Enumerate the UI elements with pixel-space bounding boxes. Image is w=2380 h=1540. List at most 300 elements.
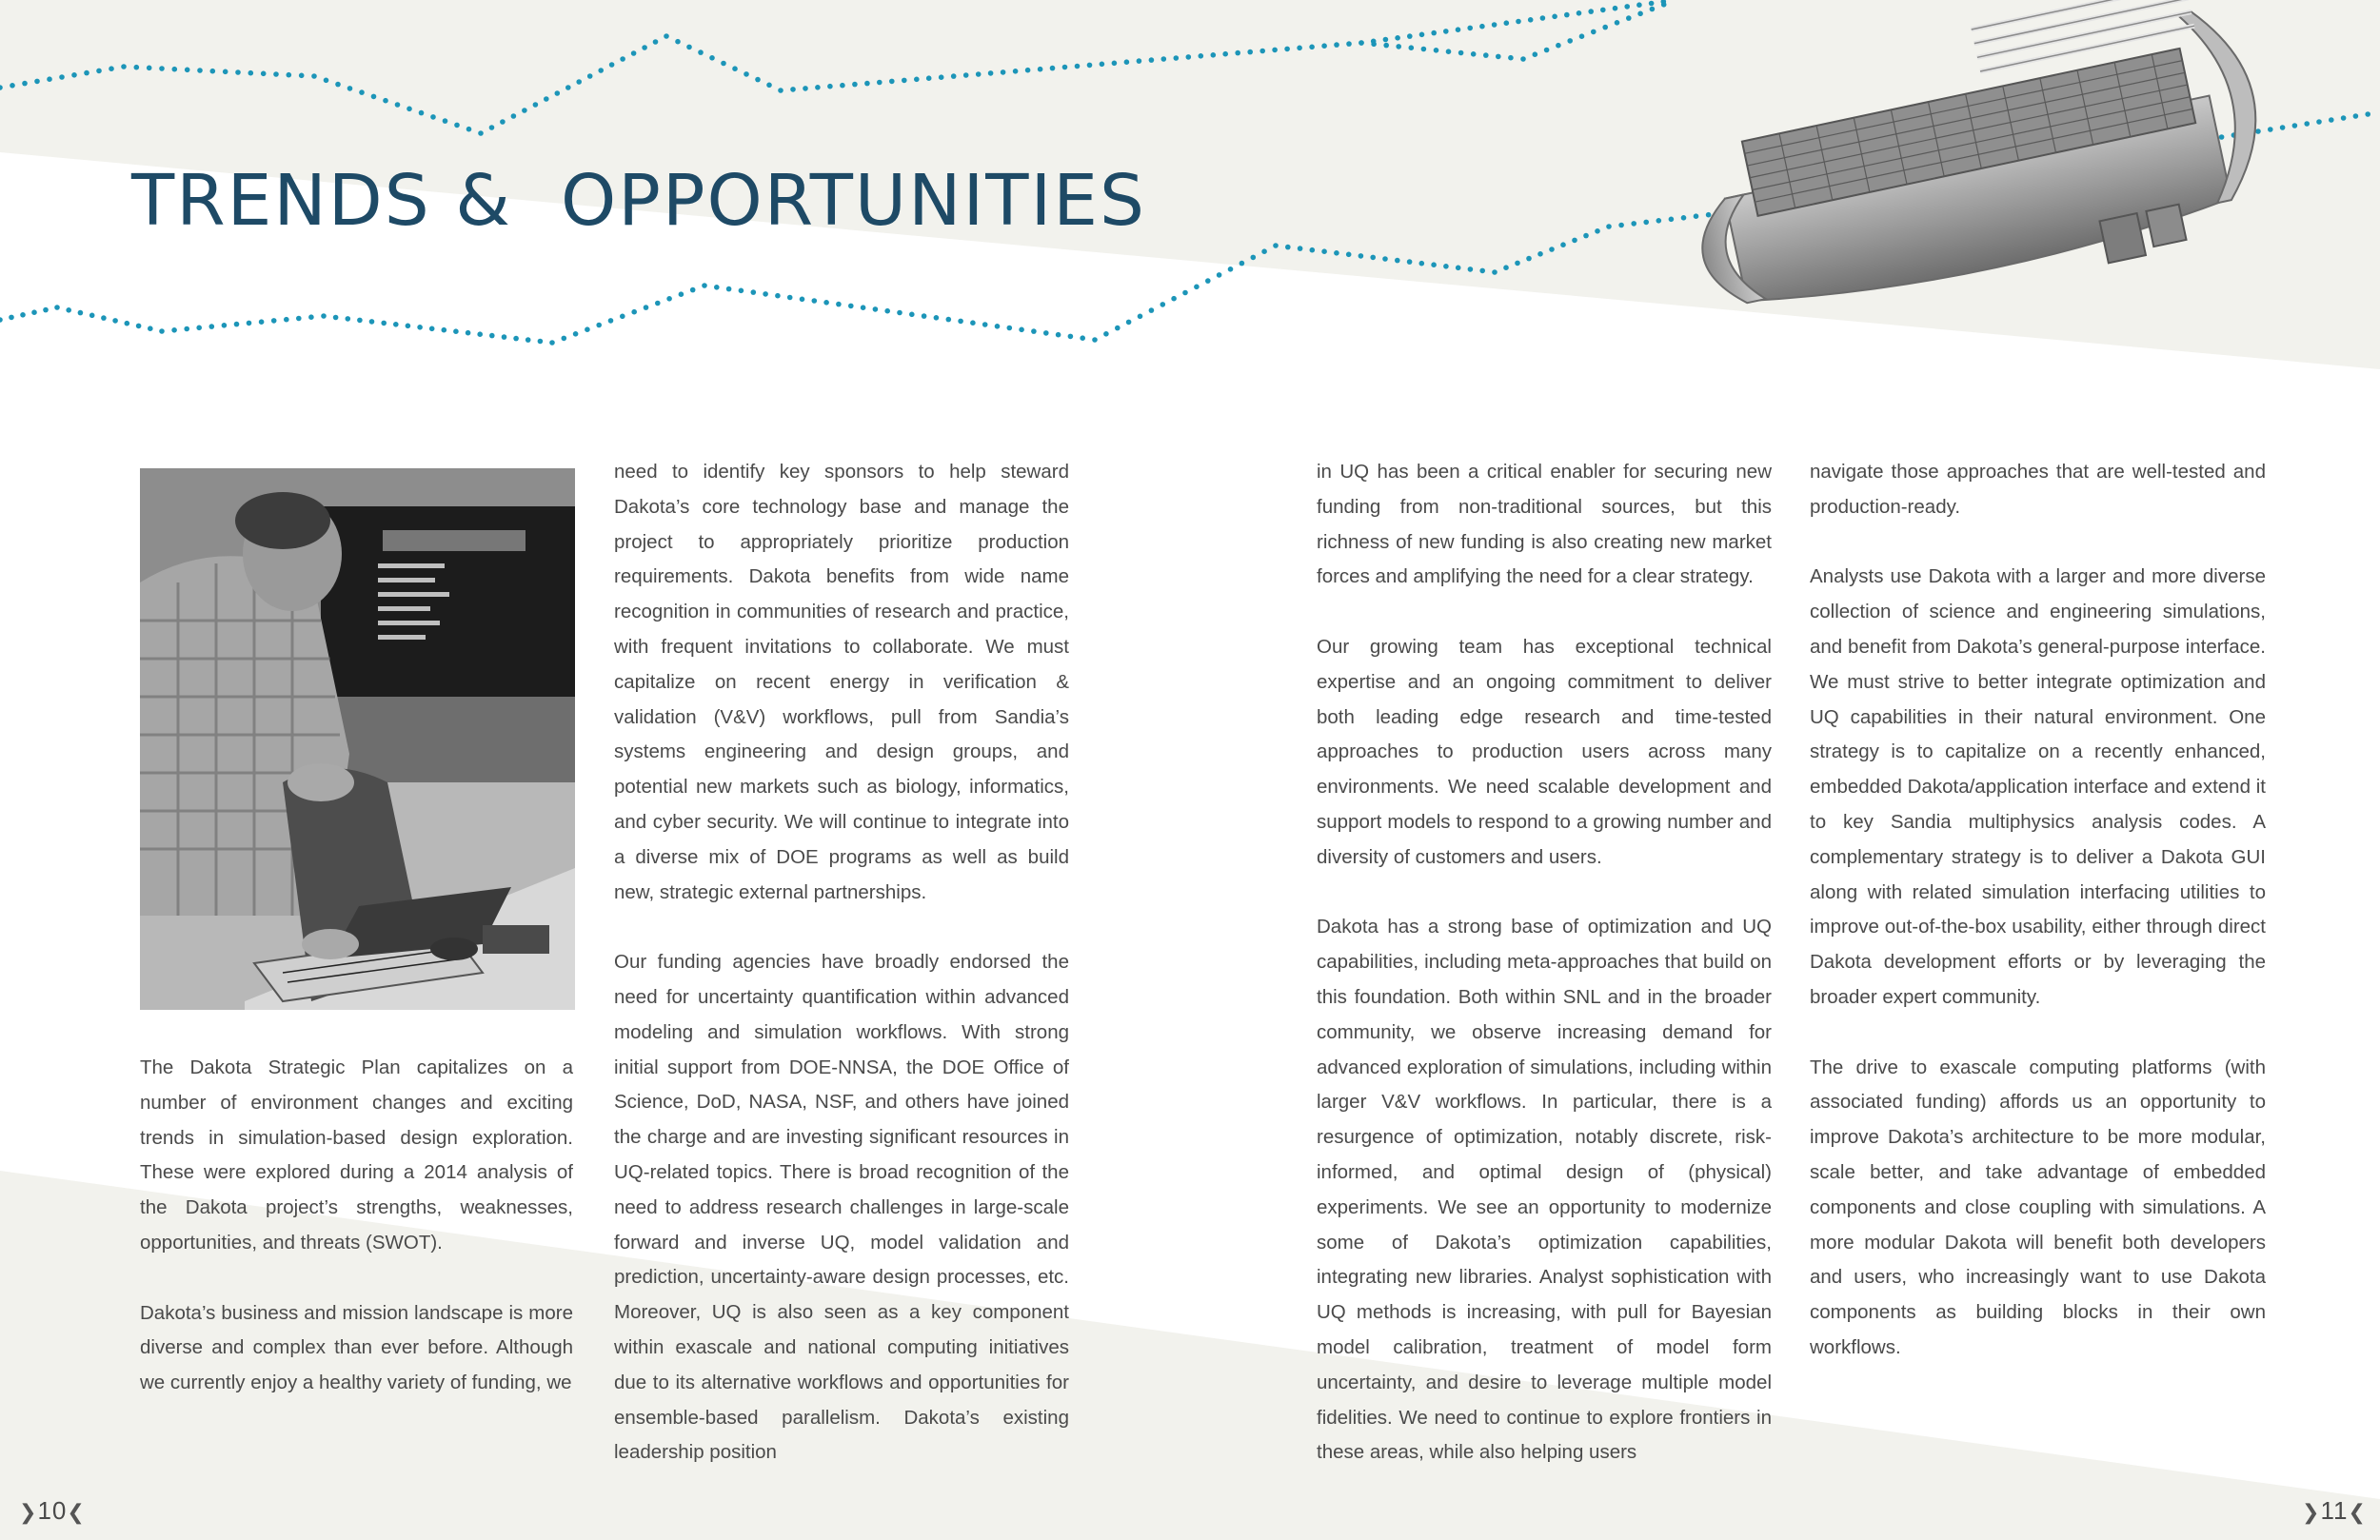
dot (739, 288, 744, 294)
dot (778, 88, 783, 93)
dot (1533, 51, 1538, 57)
dot (732, 66, 738, 71)
dot (751, 289, 757, 295)
page-mark-icon: ❮ (2348, 1500, 2367, 1524)
dot (1467, 26, 1473, 31)
dot (922, 313, 927, 319)
dot (1503, 265, 1509, 270)
dot (321, 313, 327, 319)
dot (709, 55, 715, 61)
paragraph: need to identify key sponsors to help steward Dakota’s core technology base and manage the project to appropriately prioritize production requirements. Dakota benefits from wide name recognition in communities of research and practice, with frequent invitations to collaborate. We must capitalize on recent energy in verification & validation (V&V) workflows, pull from Sandia’s systems engineering and design groups, and potential new markets such as biology, informatics, and cyber security. We will continue to integrate into a diverse mix of DOE programs as well as build new, strategic external partnerships. (614, 461, 1069, 903)
dot (533, 102, 539, 108)
dot (1087, 63, 1093, 69)
dot (1443, 264, 1449, 269)
dot (1631, 221, 1636, 227)
dot (443, 118, 448, 124)
dot (1309, 45, 1315, 50)
dot (54, 305, 60, 310)
dot (296, 316, 302, 322)
dot (889, 79, 895, 85)
dot (1618, 223, 1624, 228)
dot (148, 326, 153, 331)
dot (909, 312, 915, 318)
dot (1537, 251, 1543, 257)
dot (513, 336, 519, 342)
dot (690, 287, 696, 293)
paragraph: Dakota’s business and mission landscape is more diverse and complex than ever before. Although we currently enjoy a healthy variety of funding, we (140, 1301, 573, 1394)
paragraph: The drive to exascale computing platforms (with associated funding) affords us an opportunity to improve Dakota’s architecture to be more modular, scale better, and take advantage of embedded components and close coupling with simulations. A more modular Dakota will benefit both developers and users, who increasingly want to use Dakota components as building blocks in their own workflows. (1810, 1056, 2266, 1358)
dot (714, 285, 720, 290)
dot (1526, 256, 1532, 262)
dot (1419, 261, 1425, 267)
dot (1396, 44, 1401, 49)
dot (934, 315, 940, 321)
dot (988, 70, 994, 76)
dot (926, 75, 932, 81)
dot (299, 73, 305, 79)
dot (381, 321, 387, 326)
dot (522, 108, 527, 113)
dot (1636, 2, 1642, 8)
dot (1297, 46, 1302, 51)
dot (287, 72, 292, 78)
dot (1560, 242, 1566, 247)
dot (620, 314, 625, 320)
dot (884, 308, 890, 314)
dot (544, 96, 549, 102)
dot (247, 321, 252, 326)
dot (22, 81, 28, 87)
dot (159, 328, 165, 334)
dot (1199, 53, 1204, 59)
paragraph: navigate those approaches that are well-tested and production-ready. (1810, 461, 2266, 518)
dot (1419, 32, 1425, 38)
dot (897, 310, 902, 316)
dot (308, 314, 314, 320)
dot (371, 94, 377, 100)
dot (1669, 217, 1675, 223)
page-mark-icon: ❯ (2302, 1500, 2321, 1524)
dot (1115, 326, 1121, 331)
dot (234, 322, 240, 327)
dot (393, 322, 399, 327)
dot (1595, 228, 1600, 234)
dot (1186, 54, 1192, 60)
dot (852, 82, 858, 88)
dot (1092, 337, 1098, 343)
paragraph: Our growing team has exceptional technical expertise and an ongoing commitment to deliver both leading edge research and time-tested approaches to production users across many environments. We need scalable development and support models to respond to a growing number and diversity of customers and users. (1317, 635, 1772, 868)
dot (1382, 256, 1388, 262)
paragraph: Analysts use Dakota with a larger and more diverse collection of science and engineering simulations, and benefit from Dakota’s general-purpose interface. We must strive to better integrate optimization and UQ capabilities in their natural environment. One strategy is to capitalize on a recently enhanced, embedded Dakota/application interface and extend it to key Sandia multiphysics analysis codes. A complementary strategy is to deliver a Dakota GUI along with related simulation interfacing utilities to improve out-of-the-box usability, either through direct Dakota development efforts or by leveraging the broader expert community. (1810, 565, 2266, 1008)
dot (1591, 30, 1597, 35)
dot (271, 318, 277, 324)
dot (1606, 224, 1612, 229)
dot (1182, 290, 1188, 296)
dot (1273, 243, 1279, 248)
dot (675, 39, 681, 45)
dot (346, 316, 351, 322)
dot (1251, 255, 1257, 261)
dot (1247, 49, 1253, 55)
dot (951, 73, 957, 79)
dot (1259, 49, 1265, 54)
dot (1334, 42, 1339, 48)
dot (1468, 267, 1474, 272)
dot (836, 302, 842, 307)
dot (1298, 246, 1303, 251)
dot (1075, 64, 1081, 69)
dot (549, 340, 555, 346)
dot (1567, 38, 1573, 44)
dot (1149, 307, 1155, 313)
dot (840, 83, 845, 89)
dot (478, 130, 484, 136)
dot (2316, 119, 2322, 125)
dot (1483, 52, 1489, 58)
dot (755, 77, 761, 83)
dot (664, 33, 669, 39)
dot (359, 89, 365, 95)
dot (1038, 67, 1043, 72)
dot (1409, 45, 1415, 50)
dot (655, 301, 661, 306)
dot (1161, 56, 1167, 62)
dot (815, 85, 821, 90)
dot (1310, 247, 1316, 253)
dot (2304, 121, 2310, 127)
text-column-1 (140, 1051, 573, 1401)
dot (1137, 58, 1142, 64)
dot (2329, 117, 2334, 123)
dot (726, 286, 732, 292)
dot (1479, 24, 1485, 30)
dot (902, 78, 907, 84)
dot (958, 319, 963, 325)
dot (259, 319, 265, 325)
dot (620, 56, 625, 62)
page-mark-icon: ❯ (19, 1500, 38, 1524)
dot (686, 45, 692, 50)
dot (1508, 55, 1514, 61)
dot (112, 318, 118, 324)
dot (1443, 29, 1449, 34)
dot (1626, 15, 1632, 21)
dot (631, 309, 637, 315)
dot (1395, 35, 1400, 41)
dot (1643, 220, 1649, 226)
dot (812, 298, 818, 304)
dot (369, 319, 375, 325)
dot (698, 49, 704, 55)
paragraph: in UQ has been a critical enabler for securing new funding from non-traditional sources, but this richness of new funding is also creating new market forces and amplifying the need for a clear strategy. (1317, 461, 1772, 588)
text-column-4 (1810, 455, 2266, 1366)
dot (1321, 248, 1327, 254)
dot (1126, 320, 1132, 326)
dot (502, 334, 507, 340)
dot (1583, 233, 1589, 239)
dot (84, 70, 89, 76)
dot (1205, 278, 1211, 284)
page-number-left (19, 1496, 86, 1526)
dot (197, 68, 203, 73)
dot (1528, 17, 1534, 23)
dot (489, 125, 495, 130)
dot (10, 83, 15, 89)
dot (1359, 40, 1364, 46)
dot (31, 309, 37, 315)
dot (1334, 250, 1339, 256)
dot (1001, 69, 1006, 75)
dot (1346, 41, 1352, 47)
dot (721, 61, 726, 67)
dot (1043, 330, 1049, 336)
dot (1579, 33, 1585, 39)
dot (1600, 8, 1606, 13)
dot (407, 107, 412, 112)
dot (864, 81, 870, 87)
dot (235, 69, 241, 75)
dot (43, 307, 49, 313)
dot (1637, 11, 1643, 17)
dot (1228, 267, 1234, 272)
dot (453, 328, 459, 334)
dot (419, 110, 425, 116)
paragraph: The Dakota Strategic Plan capitalizes on a number of environment changes and exciting trends in simulation-based design exploration. These were explored during a 2014 analysis of the Dakota project’s strengths, weaknesses, opportunities, and threats (SWOT). (140, 1056, 573, 1254)
dot (555, 90, 561, 96)
dot (939, 74, 944, 80)
dot (489, 333, 495, 339)
paragraph: Our funding agencies have broadly endorsed the need for uncertainty quantification within advanced modeling and simulation workflows. With strong initial support from DOE-NNSA, the DOE Office of Science, DoD, NASA, NSF, and others have joined the charge and are investing significant resources in UQ-related topics. There is broad recognition of the need to address research challenges in large-scale forward and inverse UQ, model validation and prediction, uncertainty-aware design processes, etc. Moreover, UQ is also seen as a key component within exascale and national computing initiatives due to its alternative workflows and opportunities for ensemble-based parallelism. Dakota’s existing leadership position (614, 951, 1069, 1464)
dot (861, 305, 866, 310)
dot (89, 313, 95, 319)
dot (109, 66, 114, 71)
dot (1515, 261, 1520, 267)
dot (1407, 259, 1413, 265)
dot (357, 318, 363, 324)
dot (147, 66, 152, 71)
dot (565, 85, 571, 90)
dot (477, 331, 483, 337)
dot (1194, 285, 1200, 290)
dot (775, 293, 781, 299)
text-column-2 (614, 455, 1069, 1471)
dot (96, 69, 102, 74)
dot (995, 324, 1001, 329)
dot (609, 62, 615, 68)
dot (1124, 59, 1130, 65)
dot (963, 72, 969, 78)
dot (248, 70, 254, 76)
dot (71, 72, 77, 78)
dot (125, 321, 130, 326)
dot (1261, 248, 1267, 254)
page-title: TRENDS & OPPORTUNITIES (131, 160, 1147, 242)
dot (1174, 55, 1180, 61)
dot (1540, 15, 1546, 21)
dot (1656, 218, 1662, 224)
dot (526, 337, 531, 343)
dot (1492, 22, 1497, 28)
page-number-value: 11 (2320, 1496, 2349, 1525)
dot (585, 326, 590, 332)
dot (1370, 255, 1376, 261)
dot (538, 339, 544, 345)
dot (171, 327, 177, 333)
dot (1615, 20, 1620, 26)
dot (679, 291, 684, 297)
dot (1383, 37, 1389, 43)
dot (914, 77, 920, 83)
dot (1371, 42, 1377, 48)
page-number-value: 10 (37, 1496, 68, 1525)
dot (1103, 331, 1109, 337)
dot (608, 318, 614, 324)
dot (982, 322, 988, 327)
dot (430, 114, 436, 120)
dot (1031, 328, 1037, 334)
dot (1321, 43, 1327, 49)
dot (1421, 47, 1427, 52)
dot (222, 323, 228, 328)
dot (827, 84, 833, 89)
dot (1650, 7, 1656, 12)
dot (1383, 43, 1389, 49)
dot (500, 119, 506, 125)
dot (1613, 6, 1618, 11)
dot (653, 39, 659, 45)
dot (1446, 49, 1452, 54)
dot (1496, 54, 1501, 60)
dot (1395, 258, 1400, 264)
dot (1235, 50, 1240, 56)
dot (311, 73, 317, 79)
dot (596, 323, 602, 328)
dot (0, 317, 3, 323)
dot (1285, 245, 1291, 250)
dot (573, 331, 579, 337)
dot (284, 317, 289, 323)
dot (1272, 48, 1278, 53)
dot (1112, 61, 1118, 67)
dot (333, 315, 339, 321)
dot (1520, 56, 1526, 62)
dot (185, 68, 190, 73)
dot (642, 45, 647, 50)
dot (1471, 51, 1477, 57)
dot (800, 297, 805, 303)
dot (136, 324, 142, 329)
dot (66, 307, 71, 313)
dot (666, 296, 672, 302)
dot (2341, 115, 2347, 121)
dot (1211, 52, 1217, 58)
dot (383, 98, 388, 104)
dot (210, 69, 216, 74)
dot (1050, 66, 1056, 71)
dot (335, 82, 341, 88)
dot (20, 312, 26, 318)
dot (261, 71, 267, 77)
dot (1100, 62, 1105, 68)
dot (1407, 33, 1413, 39)
dot (1056, 332, 1061, 338)
dot (1661, 2, 1667, 8)
dot (101, 315, 107, 321)
dot (1240, 261, 1245, 267)
dot (454, 123, 460, 128)
dot (2365, 111, 2370, 117)
dot (1080, 335, 1085, 341)
dot (466, 127, 472, 132)
dot (442, 327, 447, 333)
dot (976, 71, 982, 77)
dot (803, 86, 808, 91)
dot (1217, 272, 1222, 278)
dot (1456, 27, 1461, 32)
dot (1564, 12, 1570, 18)
dot (59, 74, 65, 80)
dot (631, 50, 637, 56)
paragraph: Dakota has a strong base of optimization and UQ capabilities, including meta-approaches that build on this foundation. Both within SNL and in the broader community, we observe increasing demand for advanced exploration of simulations, including within larger V&V workflows. In particular, there is a resurgence of optimization, notably discrete, risk-informed, and optimal design of (physical) experiments. We see an opportunity to modernize some of Dakota’s optimization capabilities, integrating new libraries. Analyst sophistication with UQ methods is increasing, with pull for Bayesian model calibration, treatment of model form uncertainty, and desire to leverage multiple model fidelities. We need to continue to explore frontiers in these areas, while also helping users (1317, 916, 1772, 1464)
reactor-cutaway-illustration (1685, 0, 2304, 324)
dot (1649, 1, 1655, 7)
dot (417, 325, 423, 330)
dot (429, 326, 435, 332)
dot (1025, 68, 1031, 73)
dot (763, 291, 768, 297)
dot (1479, 268, 1485, 274)
dot (1552, 13, 1557, 19)
dot (1492, 269, 1497, 275)
dot (766, 83, 772, 89)
dot (347, 86, 353, 91)
dot (9, 315, 14, 321)
dot (873, 306, 879, 312)
dot (1068, 334, 1074, 340)
dot (184, 326, 189, 332)
dot (823, 300, 829, 306)
dot (1284, 47, 1290, 52)
dot (562, 336, 567, 342)
dot (1171, 296, 1177, 302)
dot (744, 71, 749, 77)
dot (598, 68, 604, 73)
dot (134, 65, 140, 70)
page-number-right (2302, 1496, 2367, 1526)
page-mark-icon: ❮ (67, 1500, 86, 1524)
dot (1346, 252, 1352, 258)
dot (848, 304, 854, 309)
dot (2353, 113, 2359, 119)
dot (1434, 48, 1439, 53)
dot (1516, 19, 1521, 25)
dot (1013, 69, 1019, 74)
dot (1456, 266, 1461, 271)
grayscale-photo-developers-at-laptop (140, 468, 575, 1010)
dot (1549, 247, 1555, 252)
dot (324, 78, 329, 84)
dot (644, 305, 649, 310)
dot (1019, 327, 1024, 333)
dot (946, 317, 952, 323)
dot (587, 73, 593, 79)
dot (1431, 30, 1437, 36)
dot (172, 67, 178, 72)
dot (159, 66, 165, 71)
dot (1007, 326, 1013, 331)
dot (1359, 253, 1364, 259)
dot (1602, 25, 1608, 30)
